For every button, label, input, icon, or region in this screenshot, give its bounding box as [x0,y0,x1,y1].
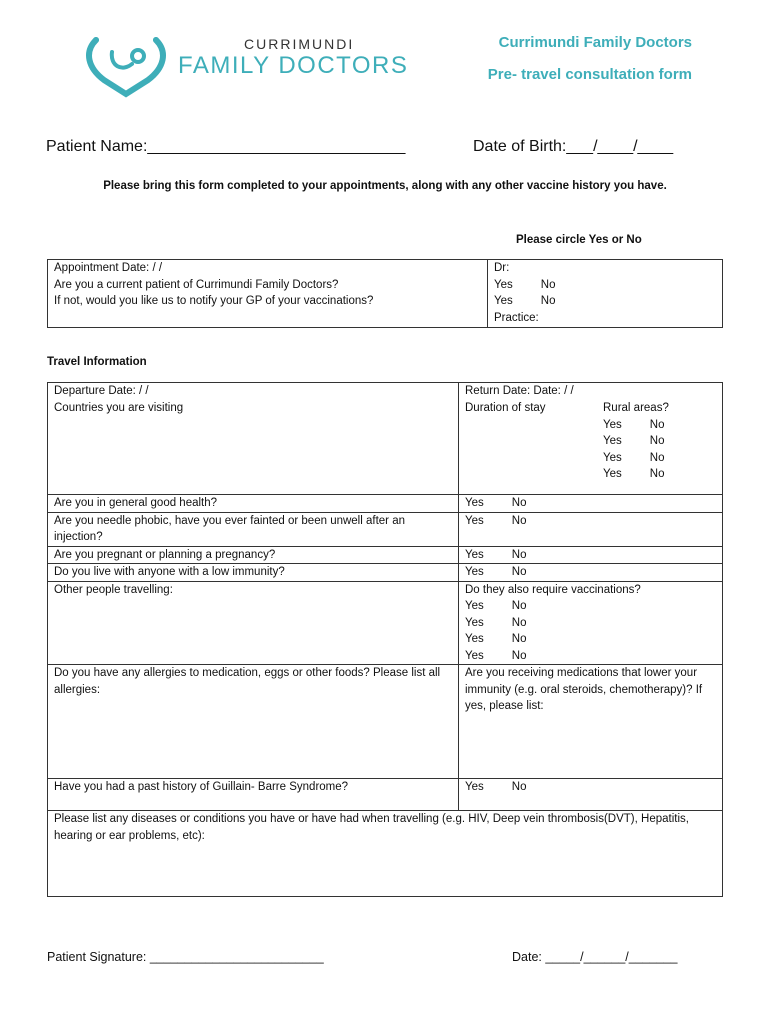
stethoscope-heart-logo-icon [82,32,172,98]
logo-text-top: CURRIMUNDI [244,36,355,52]
current-patient-question: Are you a current patient of Currimundi Family Doctors? [54,278,339,291]
departure-date-field[interactable]: Departure Date: / / [54,385,149,397]
circle-note: Please circle Yes or No [516,234,642,246]
diseases-conditions-field[interactable]: Please list any diseases or conditions you have or have had when travelling (e.g. HIV, Deep vein thrombosis(DVT), Hepatitis, hearing or ear problems, etc): [48,811,723,897]
allergies-field[interactable]: Do you have any allergies to medication, eggs or other foods? Please list all allergies: [48,665,459,779]
low-immunity-question: Do you live with anyone with a low immunity? [48,564,459,582]
countries-label: Countries you are visiting [54,401,184,414]
other-travellers-vaccination-cell [459,581,723,665]
instructions: Please bring this form completed to your appointments, along with any other vaccine history you have. [103,180,667,192]
appointment-answers-cell [488,260,723,328]
immunity-medications-field[interactable]: Are you receiving medications that lower your immunity (e.g. oral steroids, chemotherapy)? If yes, please list: [459,665,723,779]
appointment-table [47,259,723,328]
other-travellers-vaccination-question: Do they also require vaccinations? [465,583,641,596]
current-patient-yes-no[interactable]: Yes No [494,278,556,291]
return-cell [459,383,723,495]
appointment-date-field[interactable]: Appointment Date: / / [54,262,163,274]
rural-yes-no-4[interactable]: Yes No [603,468,665,480]
departure-cell [48,383,459,495]
guillain-barre-question: Have you had a past history of Guillain- Barre Syndrome? [48,779,459,811]
appointment-questions-cell [48,260,488,328]
good-health-yes-no[interactable]: Yes No [465,497,527,509]
rural-areas-label: Rural areas? [603,402,669,414]
good-health-question: Are you in general good health? [48,495,459,513]
traveller-yes-no-2[interactable]: Yes No [465,616,527,629]
patient-name-field[interactable]: Patient Name:_____________________________ [46,138,406,155]
traveller-yes-no-4[interactable]: Yes No [465,649,527,662]
travel-information-title: Travel Information [47,356,147,368]
rural-yes-no-1[interactable]: Yes No [603,418,665,431]
practice-title: Currimundi Family Doctors [498,34,692,51]
needle-phobic-yes-no[interactable]: Yes No [465,514,527,527]
pregnancy-question: Are you pregnant or planning a pregnancy? [48,546,459,564]
return-date-field[interactable]: Return Date: Date: / / [465,385,574,397]
form-title: Pre- travel consultation form [487,66,692,83]
rural-yes-no-2[interactable]: Yes No [603,435,665,447]
low-immunity-yes-no[interactable]: Yes No [465,566,527,578]
rural-yes-no-3[interactable]: Yes No [603,451,665,464]
other-travellers-field[interactable]: Other people travelling: [48,581,459,665]
traveller-yes-no-1[interactable]: Yes No [465,600,527,612]
notify-gp-question: If not, would you like us to notify your GP of your vaccinations? [54,295,374,307]
travel-table [47,382,723,897]
practice-field[interactable]: Practice: [494,311,539,324]
signature-date-field[interactable]: Date: _____/______/_______ [512,950,678,964]
patient-signature-field[interactable]: Patient Signature: _________________________ [47,950,324,964]
duration-label: Duration of stay [465,401,546,414]
doctor-field[interactable]: Dr: [494,262,510,274]
pregnancy-yes-no[interactable]: Yes No [465,548,527,561]
logo-text-bottom: FAMILY DOCTORS [178,52,409,79]
guillain-barre-yes-no[interactable]: Yes No [465,781,527,793]
needle-phobic-question: Are you needle phobic, have you ever fainted or been unwell after an injection? [48,512,459,546]
notify-gp-yes-no[interactable]: Yes No [494,295,556,307]
traveller-yes-no-3[interactable]: Yes No [465,633,527,645]
date-of-birth-field[interactable]: Date of Birth:___/____/____ [473,138,674,155]
